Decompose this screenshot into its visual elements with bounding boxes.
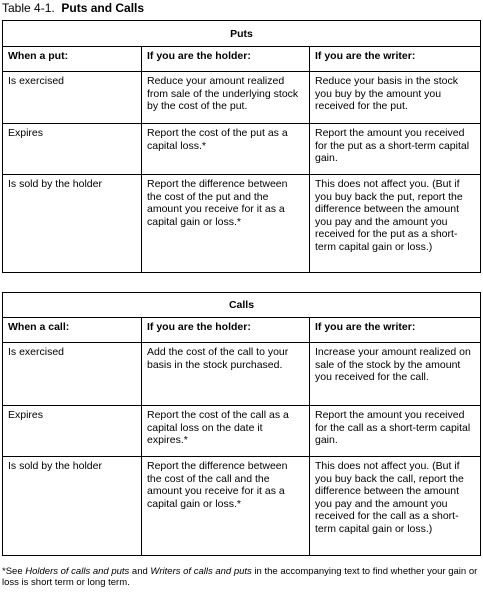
table-cell: Expires <box>3 406 142 456</box>
table-cell: Is exercised <box>3 72 142 123</box>
puts-table <box>2 20 481 273</box>
table-cell: Report the difference between the cost of the put and the amount you receive for it as a capital gain or loss.* <box>142 175 310 272</box>
table-row <box>3 343 480 406</box>
table-cell: Is sold by the holder <box>3 457 142 555</box>
column-header: When a put: <box>3 47 142 71</box>
table-cell: Increase your amount realized on sale of the stock by the amount you received for the call. <box>315 346 471 383</box>
footnote-mid: and <box>129 566 151 577</box>
table-row <box>3 457 480 555</box>
column-header: If you are the writer: <box>315 50 416 62</box>
puts-heading: Puts <box>3 21 480 47</box>
table-cell: Report the cost of the put as a capital loss.* <box>142 124 310 174</box>
table-title <box>2 1 144 15</box>
table-name: Puts and Calls <box>61 1 145 15</box>
column-header: If you are the holder: <box>142 47 310 71</box>
table-cell: Report the amount you received for the call as a short-term capital gain. <box>315 409 471 446</box>
table-cell: This does not affect you. (But if you buy back the call, report the difference between the amount you pay and the amount you received for the call as a short-term capital gain or loss.) <box>315 460 464 535</box>
table-cell: Report the difference between the cost of the call and the amount you receive for it as a capital gain or loss.* <box>142 457 310 555</box>
table-cell: Is exercised <box>3 343 142 405</box>
puts-header-row <box>3 47 480 72</box>
calls-header-row <box>3 318 480 343</box>
table-number: Table 4-1. <box>2 1 55 15</box>
table-row <box>3 175 480 272</box>
footnote-reference-holders: Holders of calls and puts <box>25 566 130 577</box>
footnote-suffix: in the accompanying text to find whether your gain or loss is short term or long term. <box>2 566 478 588</box>
calls-heading: Calls <box>3 293 480 318</box>
table-cell: Reduce your basis in the stock you buy by the amount you received for the put. <box>315 75 458 112</box>
footnote-prefix: *See <box>2 566 26 577</box>
table-cell: Expires <box>3 124 142 174</box>
table-cell: Add the cost of the call to your basis in the stock purchased. <box>142 343 310 405</box>
column-header: If you are the writer: <box>315 321 416 333</box>
table-row <box>3 72 480 124</box>
table-cell: Is sold by the holder <box>3 175 142 272</box>
table-cell: This does not affect you. (But if you buy back the put, report the difference between the amount you pay and the amount you received for the put as a short-term capital gain or loss.) <box>315 178 463 253</box>
table-row <box>3 406 480 457</box>
footnote <box>2 566 481 588</box>
table-cell: Report the cost of the call as a capital loss on the date it expires.* <box>142 406 310 456</box>
calls-table <box>2 292 481 556</box>
table-cell: Report the amount you received for the put as a short-term capital gain. <box>315 127 470 164</box>
column-header: If you are the holder: <box>142 318 310 342</box>
table-cell: Reduce your amount realized from sale of the underlying stock by the cost of the put. <box>142 72 310 123</box>
column-header: When a call: <box>3 318 142 342</box>
table-row <box>3 124 480 175</box>
footnote-reference-writers: Writers of calls and puts <box>150 566 252 577</box>
